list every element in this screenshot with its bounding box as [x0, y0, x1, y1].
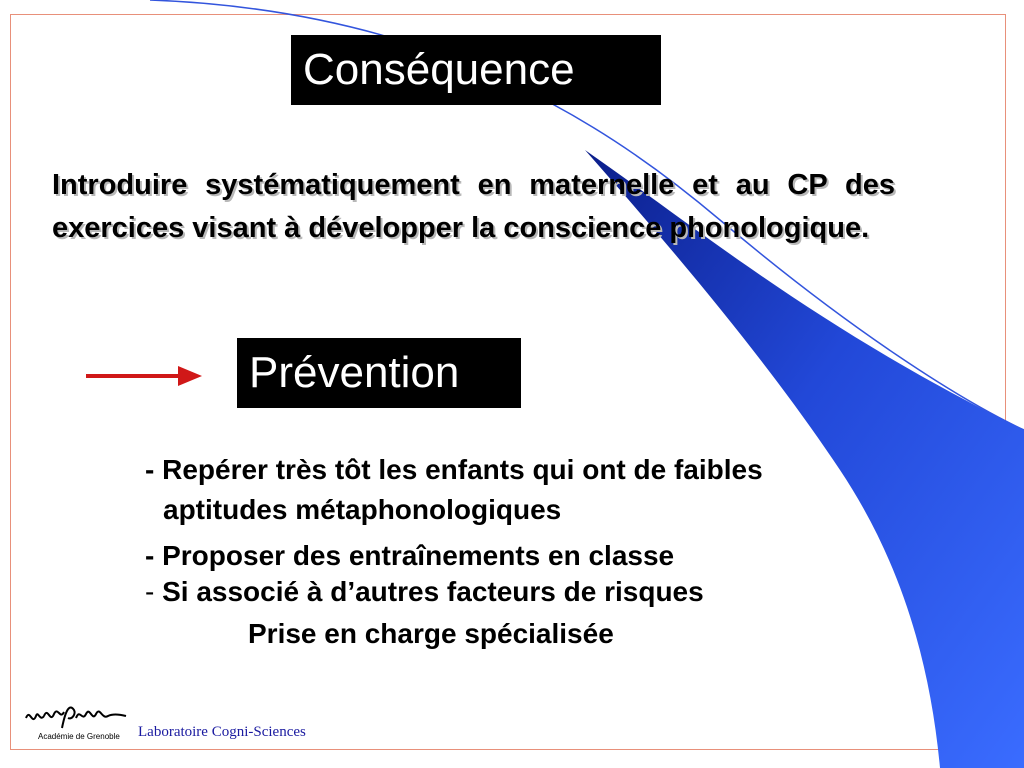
bullet-text: Proposer des entraînements en classe — [162, 540, 675, 571]
iufm-logo — [22, 698, 132, 746]
logo-subtext: Académie de Grenoble — [38, 732, 120, 741]
bullet-text: Si associé à d’autres facteurs de risques — [162, 576, 704, 607]
iufm-logo-mark — [22, 698, 132, 734]
bullet-item — [145, 571, 925, 613]
bullet-text: aptitudes métaphonologiques — [163, 494, 562, 525]
right-arrow-icon — [86, 362, 206, 392]
bullet-dash: - — [145, 540, 163, 571]
bullet-text: Repérer très tôt les enfants qui ont de faibles — [162, 454, 763, 485]
bullet-continuation — [145, 489, 925, 531]
bullet-text: Prise en charge spécialisée — [248, 618, 614, 649]
slide-title: Conséquence — [291, 35, 661, 105]
intro-paragraph: Introduire systématiquement en maternelle et au CP des exercices visant à développer la conscience phonologique. — [52, 169, 895, 244]
bullet-subline — [145, 613, 925, 655]
bullet-list — [145, 449, 925, 655]
prevention-label: Prévention — [237, 338, 521, 408]
bullet-dash: - — [145, 454, 163, 485]
bullet-item — [145, 449, 925, 491]
bullet-dash: - — [145, 576, 163, 607]
footer-lab-name: Laboratoire Cogni-Sciences — [138, 724, 306, 740]
